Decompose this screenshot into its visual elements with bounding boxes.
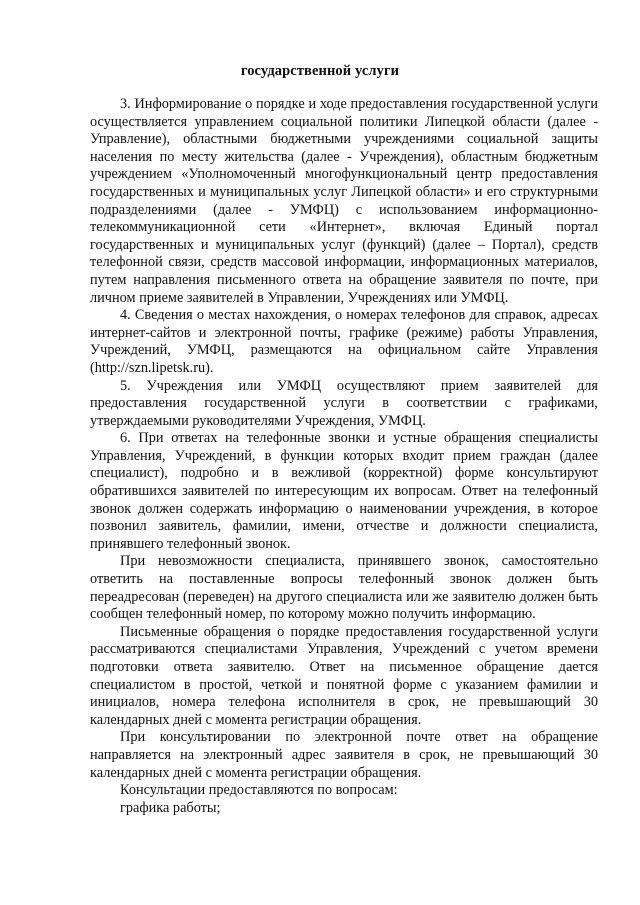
- paragraph-6-phone-answers: 6. При ответах на телефонные звонки и устные обращения специалисты Управления, Учреждений, в функции которых входит прием граждан (далее специалист), подробно и в вежливой (корректной) форме консультируют обратившихся заявителей по интересующим их вопросам. Ответ на телефонный звонок должен содержать информацию о наименовании учреждения, в которое позвонил заявитель, фамилии, имени, отчестве и должности специалиста, принявшего телефонный звонок.: [90, 430, 598, 552]
- document-body: [90, 96, 598, 817]
- paragraph-consultation-topics: Консультации предоставляются по вопросам:: [120, 782, 398, 799]
- section-heading: государственной услуги: [240, 63, 400, 79]
- paragraph-5-reception: 5. Учреждения или УМФЦ осуществляют прием заявителей для предоставления государственной услуги в соответствии с графиками, утверждаемыми руководителями Учреждения, УМФЦ.: [90, 377, 598, 429]
- paragraph-written-requests: Письменные обращения о порядке предоставления государственной услуги рассматриваются специалистами Управления, Учреждений с учетом времени подготовки ответа заявителю. Ответ на письменное обращение дается специалистом в простой, четкой и понятной форме с указанием фамилии и инициалов, номера телефона исполнителя в срок, не превышающий 30 календарных дней с момента регистрации обращения.: [90, 623, 598, 728]
- paragraph-3-information: 3. Информирование о порядке и ходе предоставления государственной услуги осуществляется управлением социальной политики Липецкой области (далее - Управление), областными бюджетными учреждениями социальной защиты населения по месту жительства (далее - Учреждения), областным бюджетным учреждением «Уполномоченный многофункциональный центр предоставления государственных и муниципальных услуг Липецкой области» и его структурными подразделениями (далее - УМФЦ) с использованием информационно-телекоммуникационной сети «Интернет», включая Единый портал государственных и муниципальных услуг (функций) (далее – Портал), средств телефонной связи, средств массовой информации, информационных материалов, путем направления письменного ответа на обращение заявителя по почте, при личном приеме заявителей в Управлении, Учреждениях или УМФЦ.: [90, 96, 598, 306]
- paragraph-work-schedule: графика работы;: [120, 799, 221, 816]
- paragraph-call-redirect: При невозможности специалиста, принявшего звонок, самостоятельно ответить на поставленные вопросы телефонный звонок должен быть переадресован (переведен) на другого специалиста или же заявителю должен быть сообщен телефонный номер, по которому можно получить информацию.: [90, 553, 598, 623]
- paragraph-email-consulting: При консультировании по электронной почте ответ на обращение направляется на электронный адрес заявителя в срок, не превышающий 30 календарных дней с момента регистрации обращения.: [90, 729, 598, 781]
- paragraph-4-locations: 4. Сведения о местах нахождения, о номерах телефонов для справок, адресах интернет-сайтов и электронной почты, графике (режиме) работы Управления, Учреждений, УМФЦ, размещаются на официальном сайте Управления (http://szn.lipetsk.ru).: [90, 307, 598, 376]
